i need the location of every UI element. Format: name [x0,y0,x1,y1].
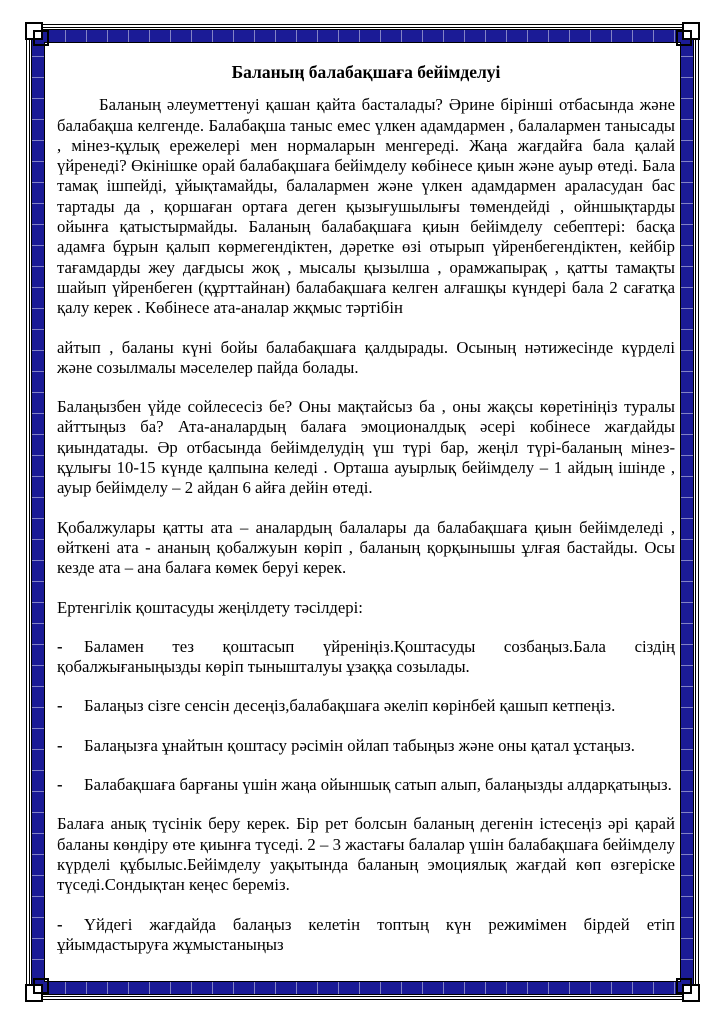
list-item-text: Баламен тез қоштасып үйреніңіз.Қоштасуды созбаңыз.Бала сіздің қобалжығаныңызды көріп тынышталуы ұзаққа созылады. [57,636,675,677]
corner-ornament-icon [25,22,49,46]
list-item-text: Балаңызға ұнайтын қоштасу рәсімін ойлап табыңыз және оны қатал ұстаңыз. [84,735,635,755]
bullet-dash: - [57,696,63,716]
list-item-text: Балаңыз сізге сенсін десеңіз,балабақшаға әкеліп көрінбей қашып кетпеңіз. [84,696,616,716]
list-item [57,696,675,716]
document-content [57,62,675,955]
paragraph: Балаға анық түсінік беру керек. Бір рет болсын баланың дегенін істесеңіз әрі қарай баланы көндіру өте қиынға түседі. 2 – 3 жастағы балалар үшін балабақшаға бейімделу күрделі құбылыс.Бейімделу уақытында баланың эмоциялық жағдай көп өзгеріске түседі.Сондықтан кеңес береміз. [57,814,675,895]
list-item [57,637,675,678]
paragraph: Баланың әлеуметтенуі қашан қайта басталады? Әрине бірінші отбасында және балабақша келгенде. Балабақша таныс емес үлкен адамдармен , балалармен танысады , мінез-құлық ережелері мен нормаларын менгереді. Жаңа жағдайға бала қалай үйренеді? Өкінішке орай балабақшаға бейімделу көбінесе қиын және ауыр өтеді. Бала тамақ ішпейді, ұйықтамайды, балалармен және үлкен адамдармен араласудан бас тартады да , қоршаған ортаға деген қызығушылығы төмендейді , ойншықтарды ойынға қатыстырмайды. Баланың балабақшаға қиын бейімделу себептері: басқа адамға бұрын қалып көрмегендіктен, дәретке өзі отырып үйренбегендіктен, кейбір тағамдарды жеу дағдысы жоқ , мысалы қызылша , орамжапырақ , қатты тамақты шайып үйренбеген (құрттайнан) балабақшаға келген алғашқы күндері бала 2 сағатқа қалу керек . Көбінесе ата-аналар жқмыс тәртібін [57,95,675,318]
page-title: Баланың балабақшаға бейімделуі [231,62,501,82]
bullet-dash: - [57,914,63,934]
paragraph: айтып , баланы күні бойы балабақшаға қалдырады. Осының нәтижесінде күрделі және созылмалы мәселелер пайда болады. [57,337,675,377]
list-item-text: Балабақшаға барғаны үшін жаңа ойыншық сатып алып, балаңызды алдарқатыңыз. [84,775,672,795]
section-heading: Ертенгілік қоштасуды жеңілдету тәсілдері: [57,597,363,617]
bullet-dash: - [57,636,63,656]
list-item [57,775,675,795]
corner-ornament-icon [676,978,700,1002]
list-item [57,736,675,756]
list-item [57,915,675,956]
corner-ornament-icon [676,22,700,46]
list-item-text: Үйдегі жағдайда балаңыз келетін топтың күн режимімен бірдей етіп ұйымдастыруға жұмыстаныңыз [57,914,675,954]
bullet-dash: - [57,775,63,795]
paragraph: Қобалжулары қатты ата – аналардың балалары да балабақшаға қиын бейімделеді , өйткені ата - ананың қобалжуын көріп , баланың қорқынышы ұлғая бастайды. Осы кезде ата – ана балаға көмек беруі керек. [57,517,675,578]
bullet-dash: - [57,735,63,755]
corner-ornament-icon [25,978,49,1002]
paragraph: Балаңызбен үйде сойлесесіз бе? Оны мақтайсыз ба , оны жақсы көретініңіз туралы айттыңыз ба? Ата-аналардың балаға эмоционалдық әсері кобінесе жағдайды қиындатады. Әр отбасында бейімделудің үш түрі бар, жеңіл түрі-баланың мінез-құлығы 10-15 күнде қалпына келеді . Орташа ауырлық бейімделу – 1 айдың ішінде , ауыр бейімделу – 2 айдан 6 айға дейін өтеді. [57,397,675,498]
